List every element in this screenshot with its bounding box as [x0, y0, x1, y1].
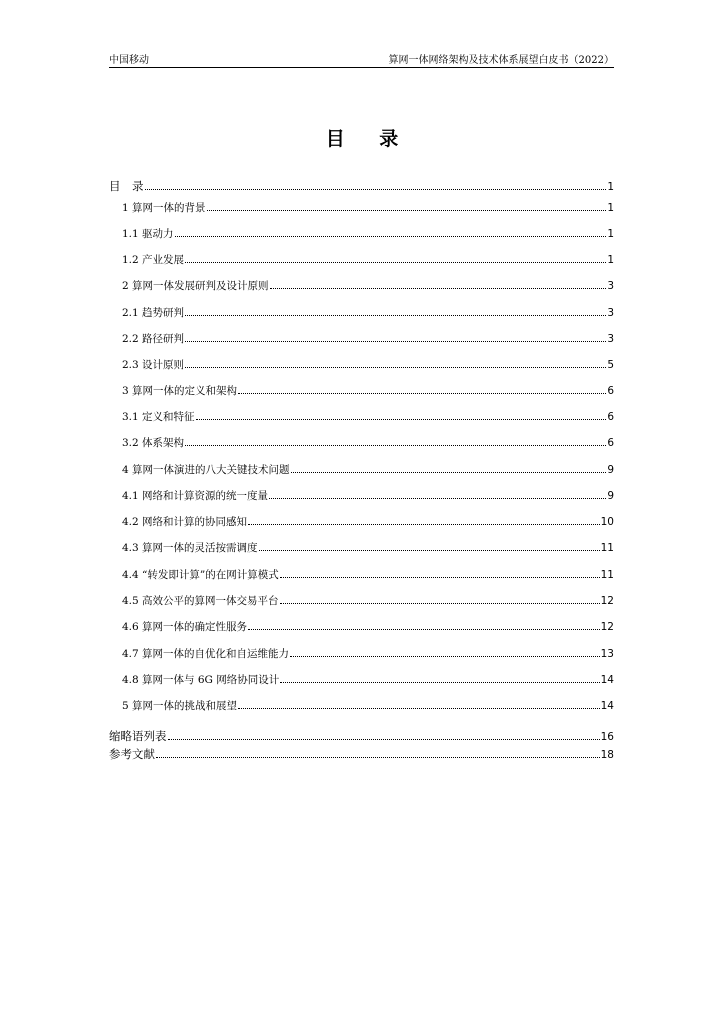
- toc-entry-page-number: 1: [607, 228, 614, 240]
- toc-dot-leader: [207, 200, 607, 211]
- toc-entry-page-number: 18: [600, 749, 614, 761]
- toc-entry-page-number: 9: [607, 464, 614, 476]
- toc-entry-page-number: 1: [607, 202, 614, 214]
- toc-entry-label: 1 算网一体的背景: [122, 202, 206, 214]
- toc-entry[interactable]: [109, 178, 614, 196]
- toc-entry-label: 4.6 算网一体的确定性服务: [122, 621, 248, 633]
- toc-entry-label: 4.3 算网一体的灵活按需调度: [122, 542, 258, 554]
- toc-entry[interactable]: [109, 278, 614, 296]
- toc-entry[interactable]: [109, 746, 614, 764]
- toc-dot-leader: [196, 409, 607, 420]
- toc-dot-leader: [291, 462, 607, 473]
- toc-entry-page-number: 3: [607, 280, 614, 292]
- toc-entry-page-number: 14: [600, 674, 614, 686]
- toc-dot-leader: [185, 357, 606, 368]
- toc-entry[interactable]: [109, 357, 614, 375]
- toc-entry-label: 1.1 驱动力: [122, 228, 174, 240]
- toc-entry[interactable]: [109, 619, 614, 637]
- header-organization: 中国移动: [109, 55, 149, 66]
- toc-entry-label: 2.2 路径研判: [122, 333, 185, 345]
- toc-entry-page-number: 3: [607, 307, 614, 319]
- toc-entry-label: 4 算网一体演进的八大关键技术问题: [122, 464, 290, 476]
- toc-entry-page-number: 1: [607, 181, 614, 193]
- toc-entry-page-number: 9: [607, 490, 614, 502]
- toc-entry-label: 4.8 算网一体与 6G 网络协同设计: [122, 674, 280, 686]
- toc-dot-leader: [156, 747, 600, 758]
- toc-entry-label: 3.1 定义和特征: [122, 411, 195, 423]
- toc-entry-page-number: 3: [607, 333, 614, 345]
- toc-entry-label: 2 算网一体发展研判及设计原则: [122, 280, 269, 292]
- toc-entry[interactable]: [109, 305, 614, 323]
- toc-entry[interactable]: [109, 435, 614, 453]
- toc-dot-leader: [280, 593, 600, 604]
- toc-entry-label: 4.4 “转发即计算”的在网计算模式: [122, 569, 279, 581]
- toc-entry[interactable]: [109, 646, 614, 664]
- toc-entry[interactable]: [109, 698, 614, 716]
- toc-entry[interactable]: [109, 567, 614, 585]
- toc-dot-leader: [168, 729, 600, 740]
- toc-entry-page-number: 6: [607, 385, 614, 397]
- toc-entry-page-number: 16: [600, 731, 614, 743]
- toc-entry-label: 目 录: [109, 179, 144, 193]
- toc-entry[interactable]: [109, 331, 614, 349]
- toc-entry-label: 2.1 趋势研判: [122, 307, 185, 319]
- toc-entry-label: 5 算网一体的挑战和展望: [122, 700, 238, 712]
- toc-entry[interactable]: [109, 409, 614, 427]
- toc-entry-label: 4.2 网络和计算的协同感知: [122, 516, 248, 528]
- toc-dot-leader: [238, 383, 606, 394]
- header-document-title: 算网一体网络架构及技术体系展望白皮书（2022）: [388, 55, 614, 66]
- toc-entry-page-number: 6: [607, 411, 614, 423]
- toc-entry-label: 4.7 算网一体的自优化和自运维能力: [122, 648, 290, 660]
- toc-entry-page-number: 12: [600, 595, 614, 607]
- toc-entry-page-number: 6: [607, 437, 614, 449]
- toc-entry-label: 4.1 网络和计算资源的统一度量: [122, 490, 269, 502]
- toc-entry[interactable]: [109, 462, 614, 480]
- toc-entry-label: 缩略语列表: [109, 729, 167, 743]
- toc-dot-leader: [175, 226, 607, 237]
- toc-dot-leader: [248, 619, 600, 630]
- toc-dot-leader: [185, 435, 606, 446]
- page-header: [109, 51, 614, 68]
- toc-entry[interactable]: [109, 514, 614, 532]
- toc-entry-label: 3 算网一体的定义和架构: [122, 385, 238, 397]
- toc-dot-leader: [185, 331, 606, 342]
- toc-entry-label: 3.2 体系架构: [122, 437, 185, 449]
- toc-dot-leader: [185, 305, 606, 316]
- toc-dot-leader: [290, 646, 600, 657]
- toc-entry-page-number: 13: [600, 648, 614, 660]
- page-title: 目 录: [325, 128, 413, 150]
- toc-entry-label: 4.5 高效公平的算网一体交易平台: [122, 595, 279, 607]
- toc-entry-page-number: 10: [600, 516, 614, 528]
- toc-entry[interactable]: [109, 226, 614, 244]
- toc-entry-page-number: 14: [600, 700, 614, 712]
- toc-entry[interactable]: [109, 200, 614, 218]
- toc-dot-leader: [280, 672, 599, 683]
- toc-entry[interactable]: [109, 672, 614, 690]
- toc-entry[interactable]: [109, 540, 614, 558]
- toc-dot-leader: [259, 540, 600, 551]
- toc-dot-leader: [270, 278, 607, 289]
- toc-dot-leader: [238, 698, 600, 709]
- toc-dot-leader: [145, 179, 607, 190]
- toc-entry-page-number: 5: [607, 359, 614, 371]
- toc-entry[interactable]: [109, 488, 614, 506]
- toc-entry-page-number: 1: [607, 254, 614, 266]
- toc-dot-leader: [269, 488, 606, 499]
- toc-entry[interactable]: [109, 728, 614, 746]
- toc-entry-page-number: 11: [600, 542, 614, 554]
- toc-dot-leader: [185, 252, 606, 263]
- toc-entry[interactable]: [109, 593, 614, 611]
- toc-entry[interactable]: [109, 252, 614, 270]
- toc-entry-label: 1.2 产业发展: [122, 254, 185, 266]
- toc-dot-leader: [248, 514, 600, 525]
- toc-dot-leader: [280, 567, 600, 578]
- toc-entry-page-number: 12: [600, 621, 614, 633]
- toc-entry-label: 2.3 设计原则: [122, 359, 185, 371]
- toc-entry[interactable]: [109, 383, 614, 401]
- toc-entry-page-number: 11: [600, 569, 614, 581]
- toc-entry-label: 参考文献: [109, 747, 155, 761]
